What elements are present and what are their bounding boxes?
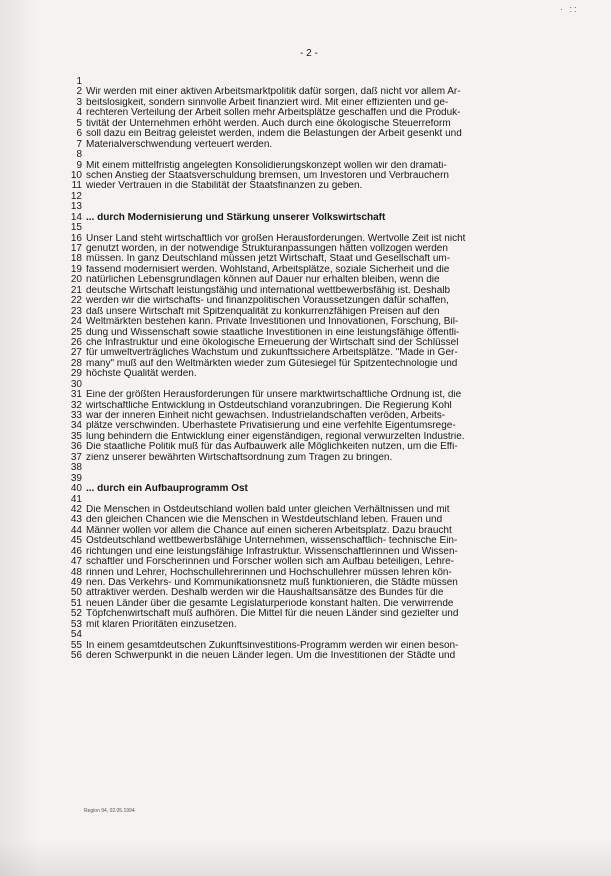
- line-number: 34: [70, 420, 82, 432]
- text-line: [58, 181, 578, 191]
- corner-mark: · ::: [560, 4, 579, 14]
- line-text: lung behindern die Entwicklung einer eigenständigen, regional verwurzelten Industrie.: [86, 431, 465, 442]
- text-line: [58, 515, 578, 525]
- text-line: [58, 442, 578, 452]
- line-number: 33: [70, 410, 82, 421]
- text-line: [58, 369, 578, 379]
- line-text: soll dazu ein Beitrag geleistet werden, indem die Belastungen der Arbeit gesenkt und: [86, 129, 462, 140]
- line-text: deutsche Wirtschaft leistungsfähig und international wettbewerbsfähig ist. Deshalb: [86, 285, 451, 296]
- text-line: [58, 474, 578, 484]
- line-number: 5: [76, 117, 82, 129]
- line-text: richtungen und eine leistungsfähige Infrastruktur. Wissenschaftlerinnen und Wissen-: [86, 546, 458, 557]
- line-text: schaftler und Forscherinnen und Forscher wollen sich am Aufbau beteiligen, Lehre-: [86, 557, 454, 568]
- line-text: Unser Land steht wirtschaftlich vor großen Herausforderungen. Wertvolle Zeit ist nicht: [86, 233, 466, 244]
- line-number: 15: [70, 222, 82, 234]
- text-line: [58, 254, 578, 264]
- text-line: [58, 390, 578, 400]
- line-number: 39: [70, 472, 82, 484]
- text-line: [58, 265, 578, 275]
- section-heading: ... durch Modernisierung und Stärkung unserer Volkswirtschaft: [86, 212, 386, 223]
- line-number: 8: [76, 149, 82, 161]
- line-text: In einem gesamtdeutschen Zukunftsinvestitions-Programm werden wir einen beson-: [86, 640, 459, 651]
- text-line: [58, 338, 578, 348]
- text-line: [58, 296, 578, 306]
- line-number: 56: [70, 650, 82, 662]
- text-line: [58, 140, 578, 150]
- text-line: [58, 536, 578, 546]
- line-number: 47: [70, 556, 82, 568]
- line-text: für umweltverträgliches Wachstum und zukunftssichere Arbeitsplätze. "Made in Ger-: [86, 348, 458, 359]
- line-number: 19: [70, 263, 82, 275]
- document-body: [58, 77, 578, 662]
- text-line: [58, 275, 578, 285]
- line-number: 16: [70, 232, 82, 244]
- line-number: 23: [70, 305, 82, 317]
- text-line: [58, 578, 578, 588]
- line-text: beitslosigkeit, sondern sinnvolle Arbeit finanziert wird. Mit einer effizienten und ge-: [86, 97, 449, 108]
- line-text: nen. Das Verkehrs- und Kommunikationsnetz muß funktionieren, die Städte müssen: [86, 578, 458, 588]
- footer-note: Region 94, 02.05.1994: [84, 808, 135, 814]
- line-text: war der inneren Einheit nicht gewachsen. Industrielandschaften veröden, Arbeits-: [86, 411, 446, 421]
- text-line: [58, 380, 578, 390]
- line-number: 26: [70, 336, 82, 348]
- line-number: 35: [70, 430, 82, 442]
- line-number: 52: [70, 608, 82, 620]
- line-text: rinnen und Lehrer, Hochschullehrerinnen und Hochschullehrer müssen lehren kön-: [86, 567, 452, 578]
- text-line: [58, 484, 578, 494]
- line-text: Wir werden mit einer aktiven Arbeitsmarktpolitik dafür sorgen, daß nicht vor allem Ar-: [86, 87, 461, 98]
- line-number: 9: [76, 159, 82, 171]
- text-line: [58, 641, 578, 651]
- line-number: 1: [76, 76, 82, 87]
- line-number: 27: [70, 347, 82, 359]
- line-text: dung und Wissenschaft sowie staatliche Investitionen in eine leistungsfähige öffentli-: [86, 327, 460, 338]
- line-number: 7: [76, 138, 82, 150]
- text-line: [58, 129, 578, 139]
- text-line: [58, 547, 578, 557]
- line-text: schen Anstieg der Staatsverschuldung bremsen, um Investoren und Verbrauchern: [86, 170, 449, 181]
- text-line: [58, 359, 578, 369]
- line-text: rechteren Verteilung der Arbeit sollen mehr Arbeitsplätze geschaffen und die Produk-: [86, 108, 461, 119]
- line-number: 29: [70, 368, 82, 380]
- line-text: che Infrastruktur und eine ökologische Erneuerung der Wirtschaft sind der Schlüssel: [86, 337, 459, 348]
- line-number: 38: [70, 462, 82, 474]
- text-line: [58, 171, 578, 181]
- text-line: [58, 401, 578, 411]
- line-text: Männer wollen vor allem die Chance auf einen sicheren Arbeitsplatz. Dazu braucht: [86, 525, 452, 536]
- line-number: 53: [70, 618, 82, 630]
- text-line: [58, 495, 578, 505]
- scan-shadow: [0, 0, 40, 876]
- line-number: 22: [70, 295, 82, 307]
- line-text: mit klaren Prioritäten einzusetzen.: [86, 619, 237, 630]
- line-number: 10: [70, 169, 82, 181]
- line-number: 30: [70, 378, 82, 390]
- line-text: Weltmärkten bestehen kann. Private Investitionen und Innovationen, Forschung, Bil-: [86, 317, 459, 328]
- line-number: 20: [70, 274, 82, 286]
- line-number: 3: [76, 96, 82, 108]
- line-number: 50: [70, 587, 82, 599]
- line-number: 4: [76, 107, 82, 119]
- text-line: [58, 223, 578, 233]
- text-line: [58, 77, 578, 87]
- line-number: 41: [70, 493, 82, 505]
- text-line: [58, 108, 578, 118]
- line-text: neuen Länder über die gesamte Legislaturperiode konstant halten. Die verwirrende: [86, 598, 454, 609]
- line-number: 32: [70, 399, 82, 411]
- line-number: 42: [70, 503, 82, 515]
- text-line: [58, 317, 578, 327]
- line-number: 21: [70, 284, 82, 296]
- text-line: [58, 588, 578, 598]
- text-line: [58, 432, 578, 442]
- line-number: 31: [70, 389, 82, 401]
- line-number: 28: [70, 357, 82, 369]
- line-text: wieder Vertrauen in die Stabilität der Staatsfinanzen zu geben.: [86, 181, 363, 192]
- line-text: müssen. In ganz Deutschland müssen jetzt Wirtschaft, Staat und Gesellschaft um-: [86, 254, 451, 265]
- text-line: [58, 119, 578, 129]
- line-text: natürlichen Lebensgrundlagen können auf Dauer nur erhalten bleiben, wenn die: [86, 275, 440, 286]
- text-line: [58, 609, 578, 619]
- text-line: [58, 411, 578, 421]
- line-number: 17: [70, 243, 82, 254]
- text-line: [58, 150, 578, 160]
- line-number: 25: [70, 326, 82, 338]
- line-number: 13: [70, 201, 82, 213]
- line-number: 44: [70, 524, 82, 536]
- text-line: [58, 651, 578, 661]
- line-number: 49: [70, 577, 82, 588]
- line-text: tivität der Unternehmen erhöht werden. Auch durch eine ökologische Steuerreform: [86, 118, 451, 129]
- line-text: fassend modernisiert werden. Wohlstand, Arbeitsplätze, soziale Sicherheit und die: [86, 264, 450, 275]
- text-line: [58, 307, 578, 317]
- text-line: [58, 568, 578, 578]
- line-text: genutzt worden, in der notwendige Strukturanpassungen hätten vollzogen werden: [86, 244, 448, 254]
- line-text: plätze verschwinden. Überhastete Privatisierung und eine verfehlte Eigentumsrege-: [86, 421, 456, 432]
- text-line: [58, 620, 578, 630]
- text-line: [58, 557, 578, 567]
- text-line: [58, 328, 578, 338]
- line-text: zienz unserer bewährten Wirtschaftsordnung zum Tragen zu bringen.: [86, 452, 393, 463]
- line-number: 12: [70, 190, 82, 202]
- line-number: 46: [70, 545, 82, 557]
- text-line: [58, 453, 578, 463]
- line-text: wirtschaftliche Entwicklung in Ostdeutschland voranzubringen. Die Regierung Kohl: [86, 400, 452, 411]
- line-text: werden wir die wirtschafts- und finanzpolitischen Voraussetzungen dafür schaffen,: [86, 296, 449, 307]
- line-number: 51: [70, 597, 82, 609]
- text-line: [58, 161, 578, 171]
- line-text: Die staatliche Politik muß für das Aufbauwerk alle Möglichkeiten nutzen, um die Effi-: [86, 442, 458, 453]
- text-line: [58, 202, 578, 212]
- line-number: 45: [70, 535, 82, 547]
- line-number: 55: [70, 639, 82, 651]
- page-number: - 2 -: [300, 48, 318, 59]
- line-number: 18: [70, 253, 82, 265]
- text-line: [58, 98, 578, 108]
- line-text: deren Schwerpunkt in die neuen Länder legen. Um die Investitionen der Städte und: [86, 651, 456, 662]
- line-text: Die Menschen in Ostdeutschland wollen bald unter gleichen Verhältnissen und mit: [86, 504, 450, 515]
- line-number: 11: [71, 180, 82, 192]
- line-text: den gleichen Chancen wie die Menschen in Westdeutschland leben. Frauen und: [86, 515, 443, 526]
- line-number: 40: [70, 483, 82, 495]
- line-number: 36: [70, 441, 82, 453]
- line-number: 37: [70, 451, 82, 463]
- line-text: Materialverschwendung verteuert werden.: [86, 139, 273, 150]
- line-text: many" muß auf den Weltmärkten wieder zum Gütesiegel für Spitzentechnologie und: [86, 358, 458, 369]
- line-number: 2: [76, 86, 82, 98]
- line-number: 24: [70, 316, 82, 328]
- text-line: [58, 244, 578, 254]
- text-line: [58, 234, 578, 244]
- scan-bottom-shadow: [0, 840, 611, 876]
- line-text: Eine der größten Herausforderungen für unsere marktwirtschaftliche Ordnung ist, die: [86, 390, 462, 401]
- text-line: [58, 421, 578, 431]
- line-text: Ostdeutschland wettbewerbsfähige Unternehmen, wissenschaftlich- technische Ein-: [86, 536, 458, 547]
- text-line: [58, 87, 578, 97]
- text-line: [58, 599, 578, 609]
- line-text: Töpfchenwirtschaft muß aufhören. Die Mittel für die neuen Länder sind gezielter und: [86, 609, 459, 620]
- line-number: 43: [70, 514, 82, 526]
- line-number: 14: [70, 211, 82, 223]
- line-text: daß unsere Wirtschaft mit Spitzenqualität zu konkurrenzfähigen Preisen auf den: [86, 306, 440, 317]
- text-line: [58, 463, 578, 473]
- text-line: [58, 526, 578, 536]
- line-number: 54: [70, 629, 82, 641]
- text-line: [58, 286, 578, 296]
- section-heading: ... durch ein Aufbauprogramm Ost: [86, 484, 248, 495]
- line-number: 6: [76, 128, 82, 140]
- line-text: Mit einem mittelfristig angelegten Konsolidierungskonzept wollen wir den dramati-: [86, 160, 447, 171]
- text-line: [58, 348, 578, 358]
- line-text: attraktiver werden. Deshalb werden wir die Haushaltsansätze des Bundes für die: [86, 588, 444, 599]
- text-line: [58, 630, 578, 640]
- line-text: höchste Qualität werden.: [86, 369, 197, 380]
- text-line: [58, 505, 578, 515]
- text-line: [58, 192, 578, 202]
- text-line: [58, 213, 578, 223]
- line-number: 48: [70, 566, 82, 578]
